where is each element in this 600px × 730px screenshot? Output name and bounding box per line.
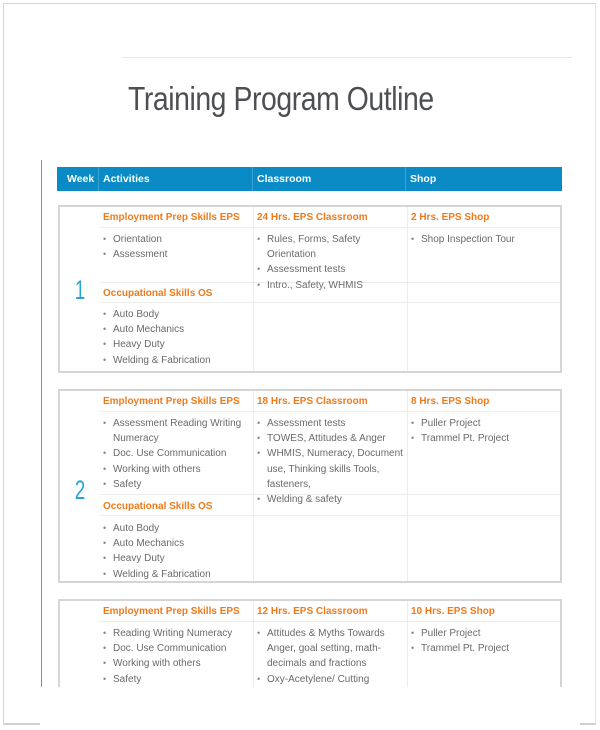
shop-heading: 8 Hrs. EPS Shop bbox=[411, 396, 490, 407]
list-item: • Shop Inspection Tour bbox=[411, 232, 559, 247]
classroom-list bbox=[257, 232, 405, 293]
list-item: • Safety bbox=[103, 477, 251, 492]
classroom-list bbox=[257, 626, 405, 687]
list-item: • Doc. Use Communication bbox=[103, 446, 251, 461]
list-item: • TOWES, Attitudes & Anger bbox=[257, 431, 405, 446]
week-number: 1 bbox=[74, 275, 86, 305]
list-item: • Working with others bbox=[103, 462, 251, 477]
os-list bbox=[103, 307, 251, 368]
eps-heading: Employment Prep Skills EPS bbox=[103, 396, 240, 407]
list-item: • Doc. Use Communication bbox=[103, 641, 251, 656]
list-item: • Trammel Pt. Project bbox=[411, 431, 559, 446]
list-item: • Auto Mechanics bbox=[103, 322, 251, 337]
shop-list bbox=[411, 416, 559, 446]
list-item: • Reading Writing Numeracy bbox=[103, 626, 251, 641]
week-number: 2 bbox=[74, 475, 86, 505]
list-item: • Rules, Forms, Safety Orientation bbox=[257, 232, 405, 262]
list-item: • Assessment Reading Writing Numeracy bbox=[103, 416, 251, 446]
list-item: • Assessment tests bbox=[257, 416, 405, 431]
header-week: Week bbox=[67, 173, 95, 185]
list-item: • Auto Body bbox=[103, 307, 251, 322]
eps-heading: Employment Prep Skills EPS bbox=[103, 212, 240, 223]
shop-list bbox=[411, 232, 559, 247]
list-item: • Orientation bbox=[103, 232, 251, 247]
classroom-heading: 12 Hrs. EPS Classroom bbox=[257, 606, 368, 617]
shop-heading: 10 Hrs. EPS Shop bbox=[411, 606, 495, 617]
header-classroom: Classroom bbox=[252, 167, 311, 191]
header-activities: Activities bbox=[98, 167, 150, 191]
list-item: • Welding & Fabrication bbox=[103, 567, 251, 582]
header-shop: Shop bbox=[405, 167, 436, 191]
shop-heading: 2 Hrs. EPS Shop bbox=[411, 212, 490, 223]
top-divider bbox=[122, 57, 572, 58]
list-item: • Trammel Pt. Project bbox=[411, 641, 559, 656]
eps-list bbox=[103, 232, 251, 262]
classroom-heading: 24 Hrs. EPS Classroom bbox=[257, 212, 368, 223]
list-item: • Oxy-Acetylene/ Cutting bbox=[257, 672, 405, 687]
list-item: • Auto Mechanics bbox=[103, 536, 251, 551]
eps-list bbox=[103, 416, 251, 492]
list-item: • Auto Body bbox=[103, 521, 251, 536]
classroom-list bbox=[257, 416, 405, 507]
list-item: • Puller Project bbox=[411, 416, 559, 431]
list-item: • Welding & safety bbox=[257, 492, 405, 507]
list-item: • Attitudes & Myths Towards Anger, goal setting, math- decimals and fractions bbox=[257, 626, 405, 672]
os-heading: Occupational Skills OS bbox=[103, 288, 213, 299]
os-list bbox=[103, 521, 251, 582]
list-item: • Working with others bbox=[103, 656, 251, 671]
page-cutoff bbox=[40, 687, 580, 725]
list-item: • Heavy Duty bbox=[103, 551, 251, 566]
left-margin-rule bbox=[41, 160, 42, 688]
list-item: • Assessment tests bbox=[257, 262, 405, 277]
week-block-2 bbox=[58, 389, 562, 583]
list-item: • Intro., Safety, WHMIS bbox=[257, 278, 405, 293]
week-block-1 bbox=[58, 205, 562, 373]
list-item: • Heavy Duty bbox=[103, 337, 251, 352]
shop-list bbox=[411, 626, 559, 656]
page-title: Training Program Outline bbox=[128, 80, 434, 117]
list-item: • Safety bbox=[103, 672, 251, 687]
table-header bbox=[57, 167, 562, 191]
eps-list bbox=[103, 626, 251, 687]
classroom-heading: 18 Hrs. EPS Classroom bbox=[257, 396, 368, 407]
week-block-3 bbox=[58, 599, 562, 699]
os-heading: Occupational Skills OS bbox=[103, 501, 213, 512]
list-item: • Puller Project bbox=[411, 626, 559, 641]
list-item: • Welding & Fabrication bbox=[103, 353, 251, 368]
list-item: • Assessment bbox=[103, 247, 251, 262]
eps-heading: Employment Prep Skills EPS bbox=[103, 606, 240, 617]
list-item: • WHMIS, Numeracy, Document use, Thinking skills Tools, fasteners, bbox=[257, 446, 405, 492]
